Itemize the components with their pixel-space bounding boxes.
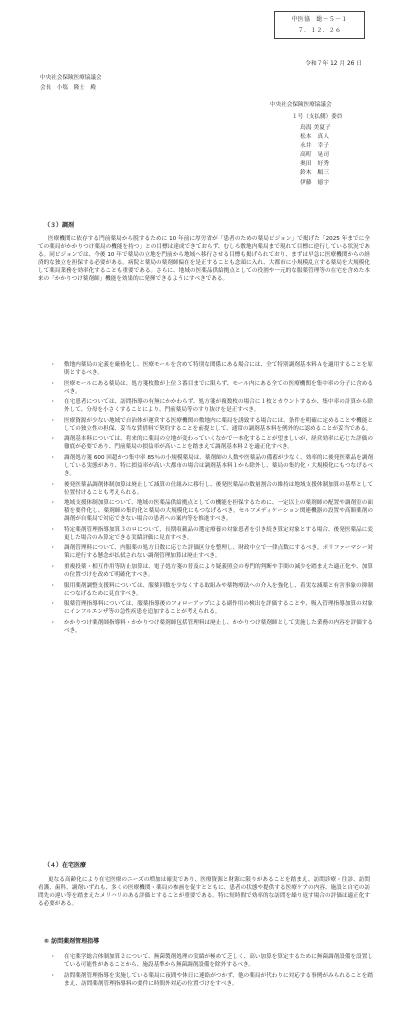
list-item: ・ かかりつけ薬剤師指導料・かかりつけ薬剤師包括管理料は廃止し、かかりつけ薬剤師として実施した業務の内容を評価するべき。 — [50, 619, 373, 635]
list-item: ・ 調剤処方箋 600 回超かつ集中率 85％の小規模薬局は、薬剤師の人数や医薬品の備蓄が少なく、効率的に後発医薬品を調剤している実態があり、特に損益率が高い大都市の場合は調剤基本料１から除外し、薬局の集約化・大規模化にもつなげるべき。 — [50, 454, 373, 478]
member-name: 鈴木 順三 — [300, 170, 329, 177]
section-5-heading: ⑤ 訪問薬剤管理指導 — [44, 938, 100, 945]
list-item: ・ 重複投薬・相互作用等防止加算は、電子処方箋の普及により疑義照会の専門的判断や手間の減少を踏まえた適正化や、加算の位置づけを改めて明確化すべき。 — [50, 563, 373, 579]
stamp-line-1: 中医協 総－５－１ — [291, 16, 348, 23]
sender-members — [300, 124, 331, 188]
addressee-org: 中央社会保険医療協議会 — [40, 75, 102, 81]
section-3-heading: （３）調剤 — [44, 222, 75, 229]
list-item: ・ 特定薬剤管理指導加算３のロについて、長期収載品の選定療養の対象患者を引き続き算定対象とする場合、後発医薬品に変更した場合のみ算定できる実績評価に見直すべき。 — [50, 526, 373, 542]
list-item: ・ 服薬管理指導料については、服薬指導後のフォローアップによる副作用の検出を評価することや、吸入管理指導加算の対象にインフルエンザ等の急性疾患を追加することが考えられる。 — [50, 600, 373, 616]
member-name: 永井 幸子 — [300, 143, 329, 150]
section-5-bullets — [50, 953, 373, 990]
list-item: ・ 地域支援体制加算について、地域の医薬品供給拠点としての機能を担保するために、一定以上の薬剤師の配置や調剤室の面積を要件化し、薬剤師の集約化と薬局の大規模化にもつなげるべき。セルフメディケーション関連機器の設置や高額薬剤の調剤が自薬局で対応できない場合の患者への案内等を推進すべき。 — [50, 499, 373, 523]
list-item: ・ 在宅患者については、訪問指導の有無にかかわらず、処方箋が複数枚の場合に１枚とカウントするか、集中率の計算から除外して、分母を小さくすることにより、門前薬局等のすり抜けを是正すべき。 — [50, 398, 373, 414]
member-name: 奥田 好秀 — [300, 161, 329, 168]
list-item: ・ 在宅薬学総合体制加算２について、無菌製剤処理の実績が極めて乏しく、高い加算を算定するために無菌調剤設備を設置している可能性があることから、施設基準から無菌調剤設備を除外するべき。 — [50, 953, 373, 969]
list-item: ・ 医療モールにある薬局は、処方箋枚数が上位３番目までに限らず、モール内にある全ての医療機関を集中率の分子に含めるべき。 — [50, 380, 373, 396]
section-3-bullets — [50, 361, 373, 637]
list-item: ・ 後発医薬品調剤体制加算は廃止して減算の仕組みに移行し、後発医薬品の数量割合の維持は地域支援体制加算の基準として位置付けることも考えられる。 — [50, 481, 373, 497]
document-date: 令和７年 12 月 26 日 — [305, 61, 362, 67]
document-stamp — [274, 11, 365, 39]
list-item: ・ 医療資源が少ない地域で自治体が運営する医療機関の敷地内に薬局を誘致する場合には、条件を明確に定めることや機能としての独立性の担保、妥当な賃借料で契約することを前提として、通常の調剤基本料を例外的に認めることが妥当である。 — [50, 417, 373, 433]
section-4-heading: （４）在宅医療 — [44, 862, 87, 869]
list-item: ・ 訪問薬剤管理指導を実施している薬局に夜間や休日に連絡がつかず、他の薬局が代わりに対応する事例がみられることを踏まえ、訪問薬剤管理指導料の要件に時間外対応の位置づけをすべき。 — [50, 972, 373, 988]
stamp-line-2: ７．１２．２６ — [297, 27, 342, 34]
list-item: ・ 調剤管理料について、内服薬の処方日数に応じた評価区分を整理し、財政中立で一律点数にするべき。ポリファーマシー対策に逆行する懸念が払拭されない調剤管理加算は廃止すべき。 — [50, 544, 373, 560]
addressee-person: 会長 小塩 隆士 殿 — [40, 85, 96, 91]
sender-org: 中央社会保険医療協議会 — [270, 102, 332, 108]
member-name: 松本 真人 — [300, 134, 329, 141]
list-item: ・ 服用薬剤調整支援料については、服薬回数を少なくする取組みや薬物療法への介入を強化し、着実な減薬と有害事象の抑制につなげるために見直すべき。 — [50, 582, 373, 598]
section-4-body: 更なる高齢化により在宅医療のニーズの増加は確実であり、医療資源と財源に限りがあることを踏まえ、訪問診療・往診、訪問看護、歯科、調剤いずれも、多くの医療機関・薬局の参画を促すとともに、患者の状態や提供する医療ケアの内容、施設と自宅の訪問先の違い等を踏まえたメリハリのある評価とすることが重要である。特に短時間で効率的な訪問を繰り返す場合の評価は適正化する必要がある。 — [38, 877, 370, 908]
member-name: 鳥潟 美夏子 — [300, 125, 331, 131]
member-name: 高町 晃司 — [300, 152, 329, 159]
section-3-body: 医療機関に依存する門前薬局から脱するために 10 年前に厚労省が「患者のための薬局ビジョン」で掲げた「2025 年までに全ての薬局がかかりつけ薬局の機能を持つ」との目標は達成できておらず、むしろ敷地内薬局まで現れて目標に逆行している状況である。同ビジョンでは、今後 10 年で薬局の立地を門前から地域へ移行させる目標も掲げられており、まずは早急に医療機関からの経済的な独立を担保する必要がある。病院と薬局の薬剤師偏在を是正することも念頭に入れ、大都市に小規模乱立する薬局を大規模化して薬局業務を効率化することも重要である。さらに、地域の医薬品供給拠点としての役割や一元的な服薬管理等の在宅を含めた本来の「かかりつけ薬剤師」機能を効果的に発揮できるようにすべきである。 — [38, 236, 370, 283]
list-item: ・ 敷地内薬局の定義を厳格化し、医療モールを含めて特別な関係にある場合には、全て特別調剤基本料Ａを適用することを原則とするべき。 — [50, 361, 373, 377]
list-item: ・ 調剤基本料については、将来的に薬局の立地が変わっていくなかで一本化することが望ましいが、経営効率に応じた評価の徹底が必要であり、門前薬局の損益率が高いことを踏まえて調剤基本料２を適正化すべき。 — [50, 435, 373, 451]
sender-role: １号（支払側）委員 — [292, 114, 343, 120]
member-name: 伊藤 徳宇 — [300, 179, 329, 186]
